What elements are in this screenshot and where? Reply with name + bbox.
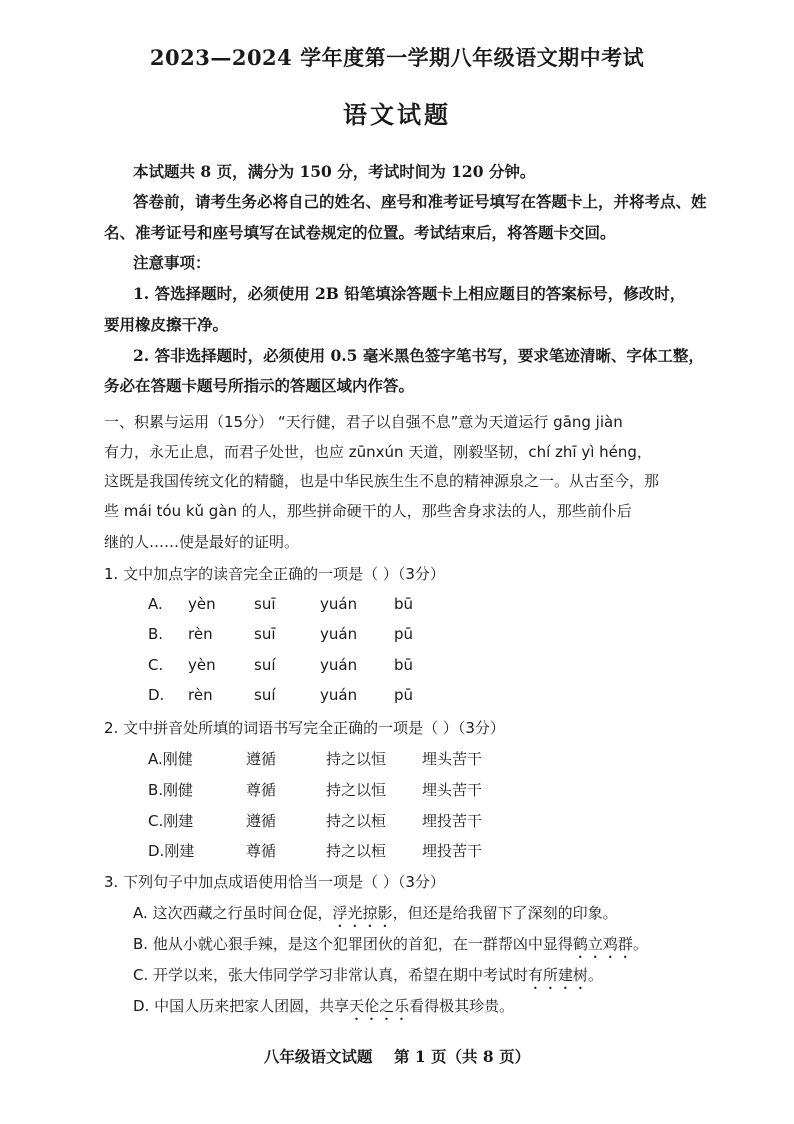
instruction-line: 名、准考证号和座号填写在试卷规定的位置。考试结束后，将答题卡交回。 [104,223,616,242]
passage-line: 一、积累与运用（15分） “天行健，君子以自强不息”意为天道运行 gāng jiàn [104,413,623,431]
pinyin: yuán [320,656,358,674]
option-word: 持之以恒 [326,781,387,799]
dotted-idiom: 鹤立鸡群 [572,935,633,953]
pinyin: bū [394,656,414,674]
option-c [148,656,444,674]
option-word: D.刚建 [148,842,195,860]
option-d [133,995,514,1024]
pinyin: yèn [188,595,216,613]
pinyin: yuán [320,595,358,613]
dotted-idiom: 天伦之乐 [349,997,410,1015]
option-text: B. 他从小就心狠手辣，是这个犯罪团伙的首犯，在一群帮凶中显得 [133,935,573,953]
option-a [148,595,444,613]
passage-line: 继的人……使是最好的证明。 [104,533,300,551]
option-text: 看得极其珍贵。 [409,997,515,1015]
option-word: 持之以恒 [326,750,387,768]
option-label: D. [148,686,165,704]
option-d [148,686,444,704]
option-text: D. 中国人历来把家人团圆，共享 [133,997,350,1015]
option-a [133,902,618,931]
pinyin: suí [254,656,276,674]
page-footer: 八年级语文试题 第 1 页（共 8 页） [263,1047,531,1066]
passage-line: 些 mái tóu kǔ gàn 的人，那些拼命硬干的人，那些舍身求法的人，那些前仆后 [104,502,632,520]
option-b [133,933,648,962]
exam-title: 2023—2024 学年度第一学期八年级语文期中考试 [149,45,645,70]
option-word: 埋头苦干 [422,750,483,768]
pinyin: bū [394,595,414,613]
option-word: 埋头苦干 [422,781,483,799]
option-word: 埋投苦干 [422,812,483,830]
passage-line: 有力，永无止息，而君子处世，也应 zūnxún 天道，刚毅坚韧，chí zhī yì héng， [104,443,652,461]
pinyin: pū [394,625,414,643]
dotted-idiom: 有所建树 [528,966,589,984]
pinyin: pū [394,686,414,704]
dotted-idiom: 浮光掠影 [332,904,393,922]
option-b [148,625,444,643]
pinyin: suī [254,595,276,613]
option-text: 。 [588,966,604,984]
option-word: 持之以桓 [326,842,387,860]
option-label: C. [148,656,164,674]
option-word: C.刚建 [148,812,194,830]
option-text: 。 [632,935,648,953]
pinyin: suī [254,625,276,643]
option-word: 尊循 [246,781,277,799]
question-stem: 3. 下列句子中加点成语使用恰当一项是（ ）（3分） [104,873,445,891]
option-text: A. 这次西藏之行虽时间仓促， [133,904,333,922]
question-stem: 2. 文中拼音处所填的词语书写完全正确的一项是（ ）（3分） [104,719,505,737]
option-d [148,840,502,861]
pinyin: suí [254,686,276,704]
question-stem: 1. 文中加点字的读音完全正确的一项是（ ）（3分） [104,565,445,583]
instruction-line: 2. 答非选择题时，必须使用 0.5 毫米黑色签字笔书写，要求笔迹清晰、字体工整， [133,346,704,365]
option-word: 尊循 [246,842,277,860]
instruction-line: 要用橡皮擦干净。 [104,315,229,334]
pinyin: yuán [320,625,358,643]
pinyin: rèn [188,686,213,704]
instruction-line: 本试题共 8 页，满分为 150 分，考试时间为 120 分钟。 [133,162,536,181]
option-c [133,964,603,993]
option-label: A. [148,595,163,613]
option-word: A.刚健 [148,750,193,768]
pinyin: yèn [188,656,216,674]
option-word: 遵循 [246,812,277,830]
option-b [148,779,502,800]
notes-heading: 注意事项： [133,253,211,272]
passage-line: 这既是我国传统文化的精髓，也是中华民族生生不息的精神源泉之一。从古至今，那 [104,472,660,490]
instruction-line: 务必在答题卡题号所指示的答题区域内作答。 [104,376,415,395]
pinyin: rèn [188,625,213,643]
option-text: ，但还是给我留下了深刻的印象。 [392,904,618,922]
option-word: 埋投苦干 [422,842,483,860]
option-a [148,748,502,769]
option-c [148,810,502,831]
instruction-line: 1. 答选择题时，必须使用 2B 铅笔填涂答题卡上相应题目的答案标号，修改时， [133,284,686,303]
option-word: 遵循 [246,750,277,768]
exam-subtitle: 语文试题 [343,100,451,129]
option-text: C. 开学以来，张大伟同学学习非常认真，希望在期中考试时 [133,966,529,984]
instruction-line: 答卷前，请考生务必将自己的姓名、座号和准考证号填写在答题卡上，并将考点、姓 [133,192,707,211]
pinyin: yuán [320,686,358,704]
option-word: B.刚健 [148,781,194,799]
option-label: B. [148,625,164,643]
option-word: 持之以桓 [326,812,387,830]
